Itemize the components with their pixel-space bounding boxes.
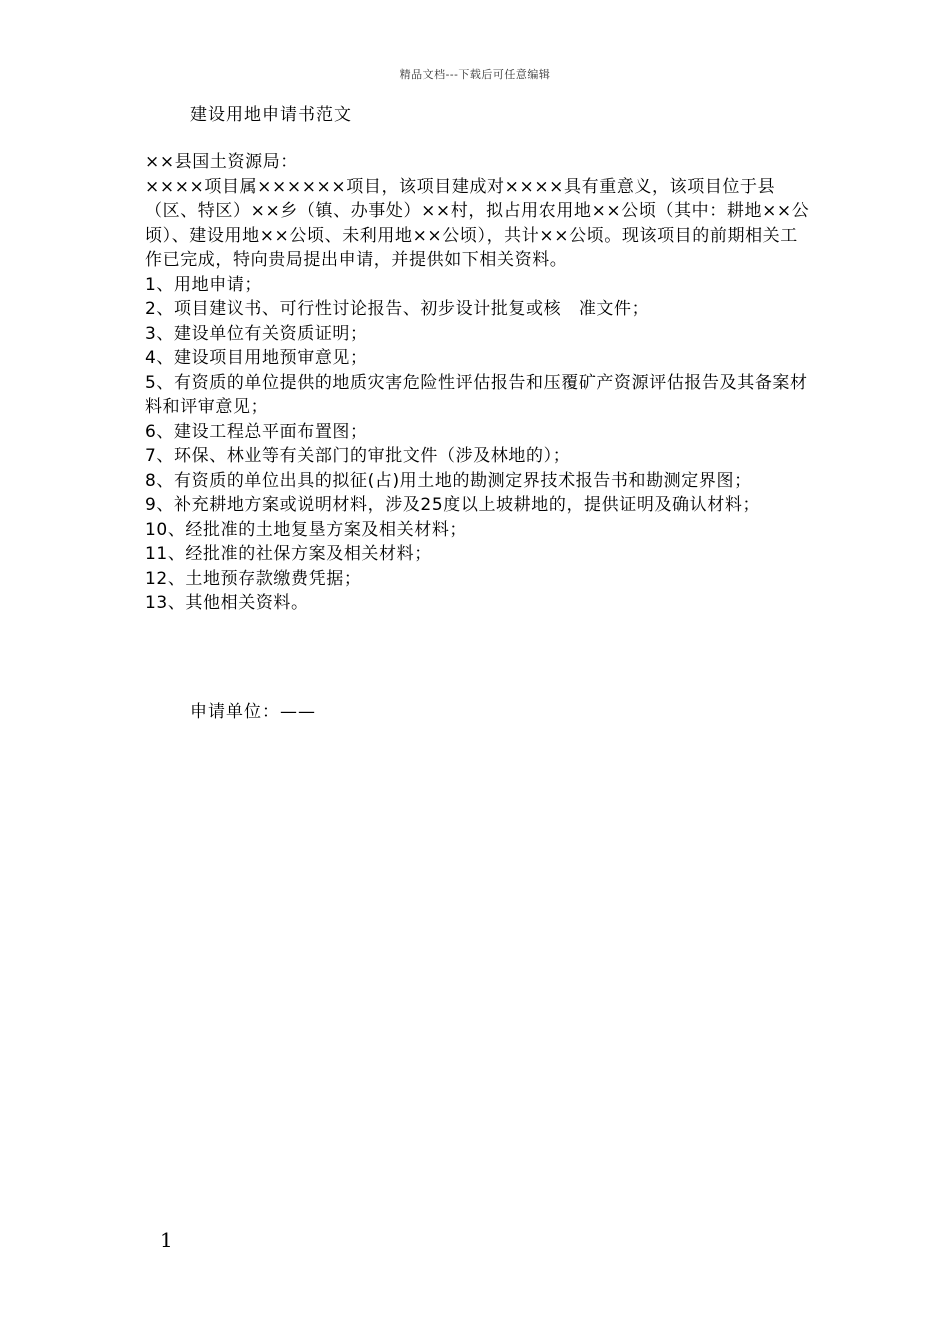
- list-item: 10、经批准的土地复垦方案及相关材料；: [145, 519, 468, 540]
- document-body: [145, 150, 810, 616]
- page-number: 1: [160, 1228, 173, 1252]
- list-item: 1、用地申请；: [145, 274, 263, 295]
- list-item: 4、建设项目用地预审意见；: [145, 348, 368, 368]
- list-item: 3、建设单位有关资质证明；: [145, 323, 368, 344]
- page-header: 精品文档---下载后可任意编辑: [399, 68, 551, 81]
- list-item: 5、有资质的单位提供的地质灾害危险性评估报告和压覆矿产资源评估报告及其备案材料和评审意见；: [145, 372, 808, 417]
- list-item: 2、项目建议书、可行性讨论报告、初步设计批复或核 准文件；: [145, 299, 650, 319]
- list-item: 9、补充耕地方案或说明材料，涉及25度以上坡耕地的，提供证明及确认材料；: [145, 495, 761, 515]
- list-item: 12、土地预存款缴费凭据；: [145, 568, 362, 589]
- applicant-signature: 申请单位：——: [190, 702, 316, 722]
- list-item: 11、经批准的社保方案及相关材料；: [145, 544, 432, 564]
- list-item: 13、其他相关资料。: [145, 593, 309, 613]
- document-title: 建设用地申请书范文: [190, 105, 352, 125]
- list-item: 6、建设工程总平面布置图；: [145, 421, 368, 442]
- main-paragraph: ××××项目属××××××项目，该项目建成对××××具有重意义，该项目位于县（区、特区）××乡（镇、办事处）××村，拟占用农用地××公顷（其中：耕地××公顷）、建设用地××公顷、未利用地××公顷），共计××公顷。现该项目的前期相关工作已完成，特向贵局提出申请，并提供如下相关资料。: [145, 176, 810, 270]
- list-item: 7、环保、林业等有关部门的审批文件（涉及林地的）；: [145, 446, 571, 466]
- list-item: 8、有资质的单位出具的拟征(占)用土地的勘测定界技术报告书和勘测定界图；: [145, 470, 752, 491]
- salutation: ××县国土资源局：: [145, 152, 298, 172]
